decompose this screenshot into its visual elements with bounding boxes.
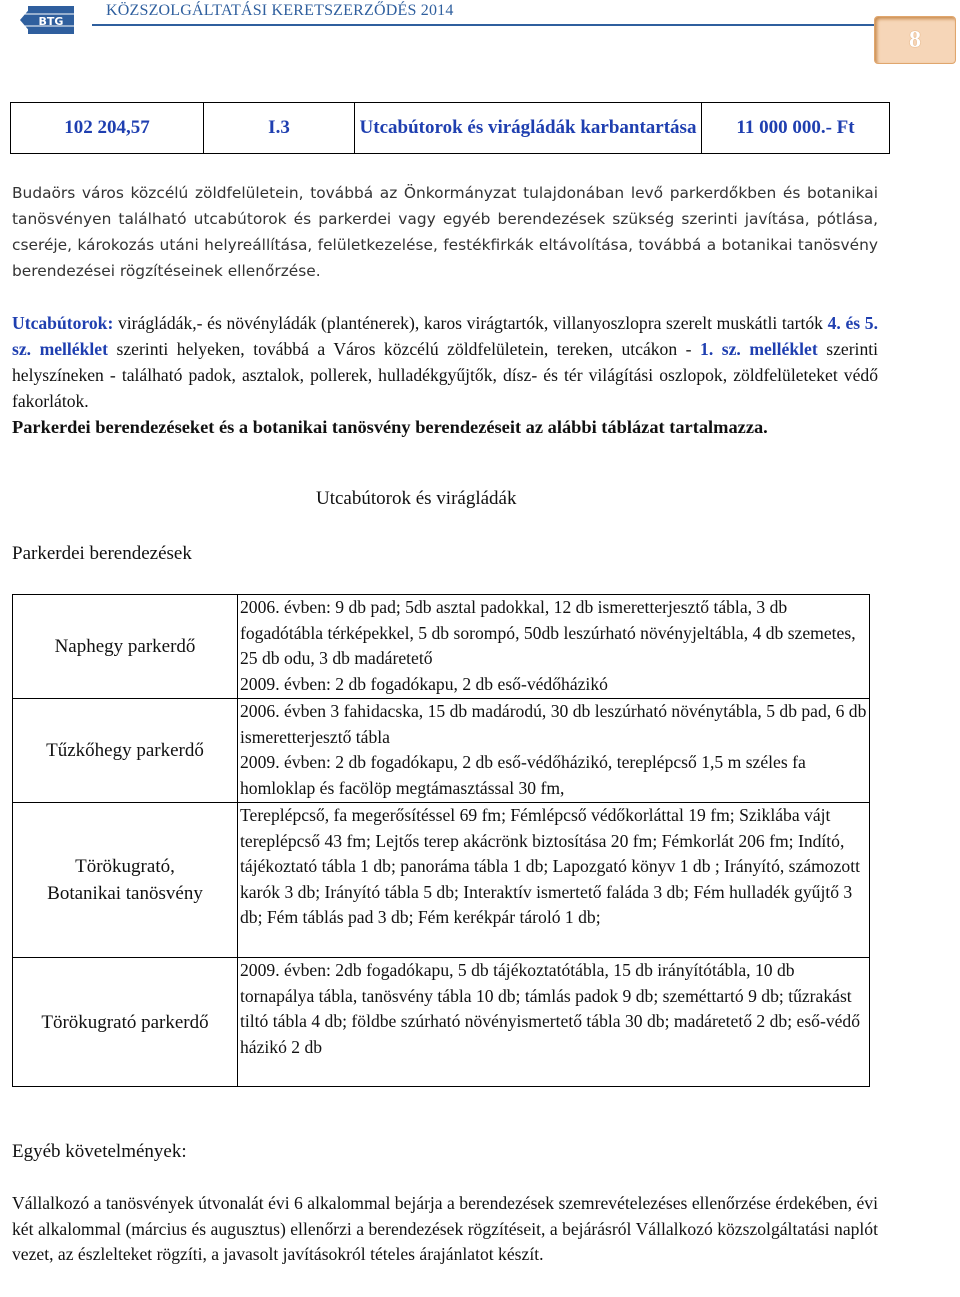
logo-text: BTG	[38, 15, 64, 28]
table-heading: Utcabútorok és virágládák	[316, 488, 517, 509]
header-rule	[92, 24, 944, 26]
table-row	[13, 958, 870, 1087]
row-text	[238, 958, 870, 1087]
row-text-content: 2006. évben 3 fahidacska, 15 db madárodú, 30 db leszúrható növénytábla, 5 db pad, 6 db ismeretterjesztő tábla 2009. évben: 2 db fogadókapu, 2 db eső-védőházikó, tereplépcső 1,5 m széles fa homloklap és facölöp megtámasztással 30 fm,	[240, 701, 867, 798]
street-furniture-paragraph	[12, 310, 878, 440]
requirements-paragraph: Vállalkozó a tanösvények útvonalát évi 6 alkalommal bejárja a berendezések szemrevételezéses ellenőrzése érdekében, évi két alkalommal (március és augusztus) ellenőrzi a berendezések rögzítéseit, a bejárásról Vállalkozó közszolgáltatási naplót vezet, az észlelteket rögzíti, a javasolt javításokról tételes árajánlatot készít.	[12, 1193, 878, 1265]
row-text-content: 2006. évben: 9 db pad; 5db asztal padokkal, 12 db ismeretterjesztő tábla, 3 db fogadótábla térképekkel, 5 db sorompó, 50db leszúrható növényjeltábla, 4 db szemetes, 25 db odu, 3 db madáretető 2009. évben: 2 db fogadókapu, 2 db eső-védőházikó	[240, 597, 856, 694]
amount-cell: 11 000 000.- Ft	[702, 103, 890, 154]
equipment-table	[12, 594, 870, 1087]
sf-annex-ref-2: 1. sz. melléklet	[700, 339, 818, 359]
table-row	[13, 699, 870, 803]
row-text	[238, 595, 870, 699]
row-text	[238, 699, 870, 803]
intro-paragraph: Budaörs város közcélú zöldfelületein, továbbá az Önkormányzat tulajdonában levő parkerdőkben és botanikai tanösvényen található utcabútorok és parkerdei vagy egyéb berendezések szükség szerinti javítása, pótlása, cseréje, károkozás utáni helyreállítása, felületkezelése, festékfirkák eltávolítása, továbbá a botanikai tanösvény berendezései rögzítéseinek ellenőrzése.	[12, 184, 878, 280]
row-label: Törökugrató, Botanikai tanösvény	[13, 803, 238, 958]
sf-annex-ref-1: 4. és 5. sz. melléklet	[12, 313, 878, 359]
row-text-content: 2009. évben: 2db fogadókapu, 5 db tájékoztatótábla, 15 db irányítótábla, 10 db tornapálya tábla, tanösvény tábla 10 db; támlás padok 9 db; szeméttartó 9 db; tűzrakást tiltó tábla 4 db; földbe szúrható növényismertető tábla 30 db; madáretető 2 db; eső-védő házikó 2 db	[240, 960, 861, 1057]
row-label: Törökugrató parkerdő	[13, 958, 238, 1087]
street-furniture-label: Utcabútorok:	[12, 313, 114, 333]
sf-text-1: virágládák,- és növényládák (planténerek), karos virágtartók, villanyoszlopra szerelt muskátli tartók	[113, 313, 828, 333]
code-cell: I.3	[204, 103, 355, 154]
page-number: 8	[909, 27, 921, 53]
table-row	[13, 803, 870, 958]
table-row	[13, 595, 870, 699]
btg-logo	[18, 4, 76, 36]
sf-text-2: szerinti helyeken, továbbá a Város közcélú zöldfelületein, tereken, utcákon -	[107, 339, 701, 359]
sf-text-3: szerinti helyszíneken - található padok, asztalok, pollerek, hulladékgyűjtők, dísz- és tér világítási oszlopok, zöldfelületeket védő fakorlátok.	[12, 339, 879, 411]
document-header-title: KÖZSZOLGÁLTATÁSI KERETSZERZŐDÉS 2014	[106, 2, 454, 19]
row-text	[238, 803, 870, 958]
row-label: Tűzkőhegy parkerdő	[13, 699, 238, 803]
area-cell: 102 204,57	[11, 103, 204, 154]
summary-row-table	[10, 102, 890, 154]
row-text-content: Tereplépcső, fa megerősítéssel 69 fm; Fémlépcső védőkorláttal 19 fm; Sziklába vájt tereplépcső 43 fm; Lejtős terep akácrönk biztosítása 20 fm; Fémkorlát 206 fm; Indító, tájékoztató tábla 1 db; panoráma tábla 1 db; Lapozgató könyv 1 db ; Irányító, számozott karók 3 db; Irányító tábla 5 db; Interaktív ismertető faláda 3 db; Fém hulladék gyűjtő 3 db; Fém táblás pad 3 db; Fém kerékpár tároló 1 db;	[240, 805, 860, 928]
table-note: Parkerdei berendezéseket és a botanikai tanösvény berendezéseit az alábbi táblázat tartalmazza.	[12, 417, 768, 437]
row-label: Naphegy parkerdő	[13, 595, 238, 699]
table-left-heading: Parkerdei berendezések	[12, 543, 192, 564]
name-cell: Utcabútorok és virágládák karbantartása	[355, 103, 702, 154]
page-number-badge	[874, 16, 956, 64]
requirements-heading: Egyéb követelmények:	[12, 1141, 187, 1162]
